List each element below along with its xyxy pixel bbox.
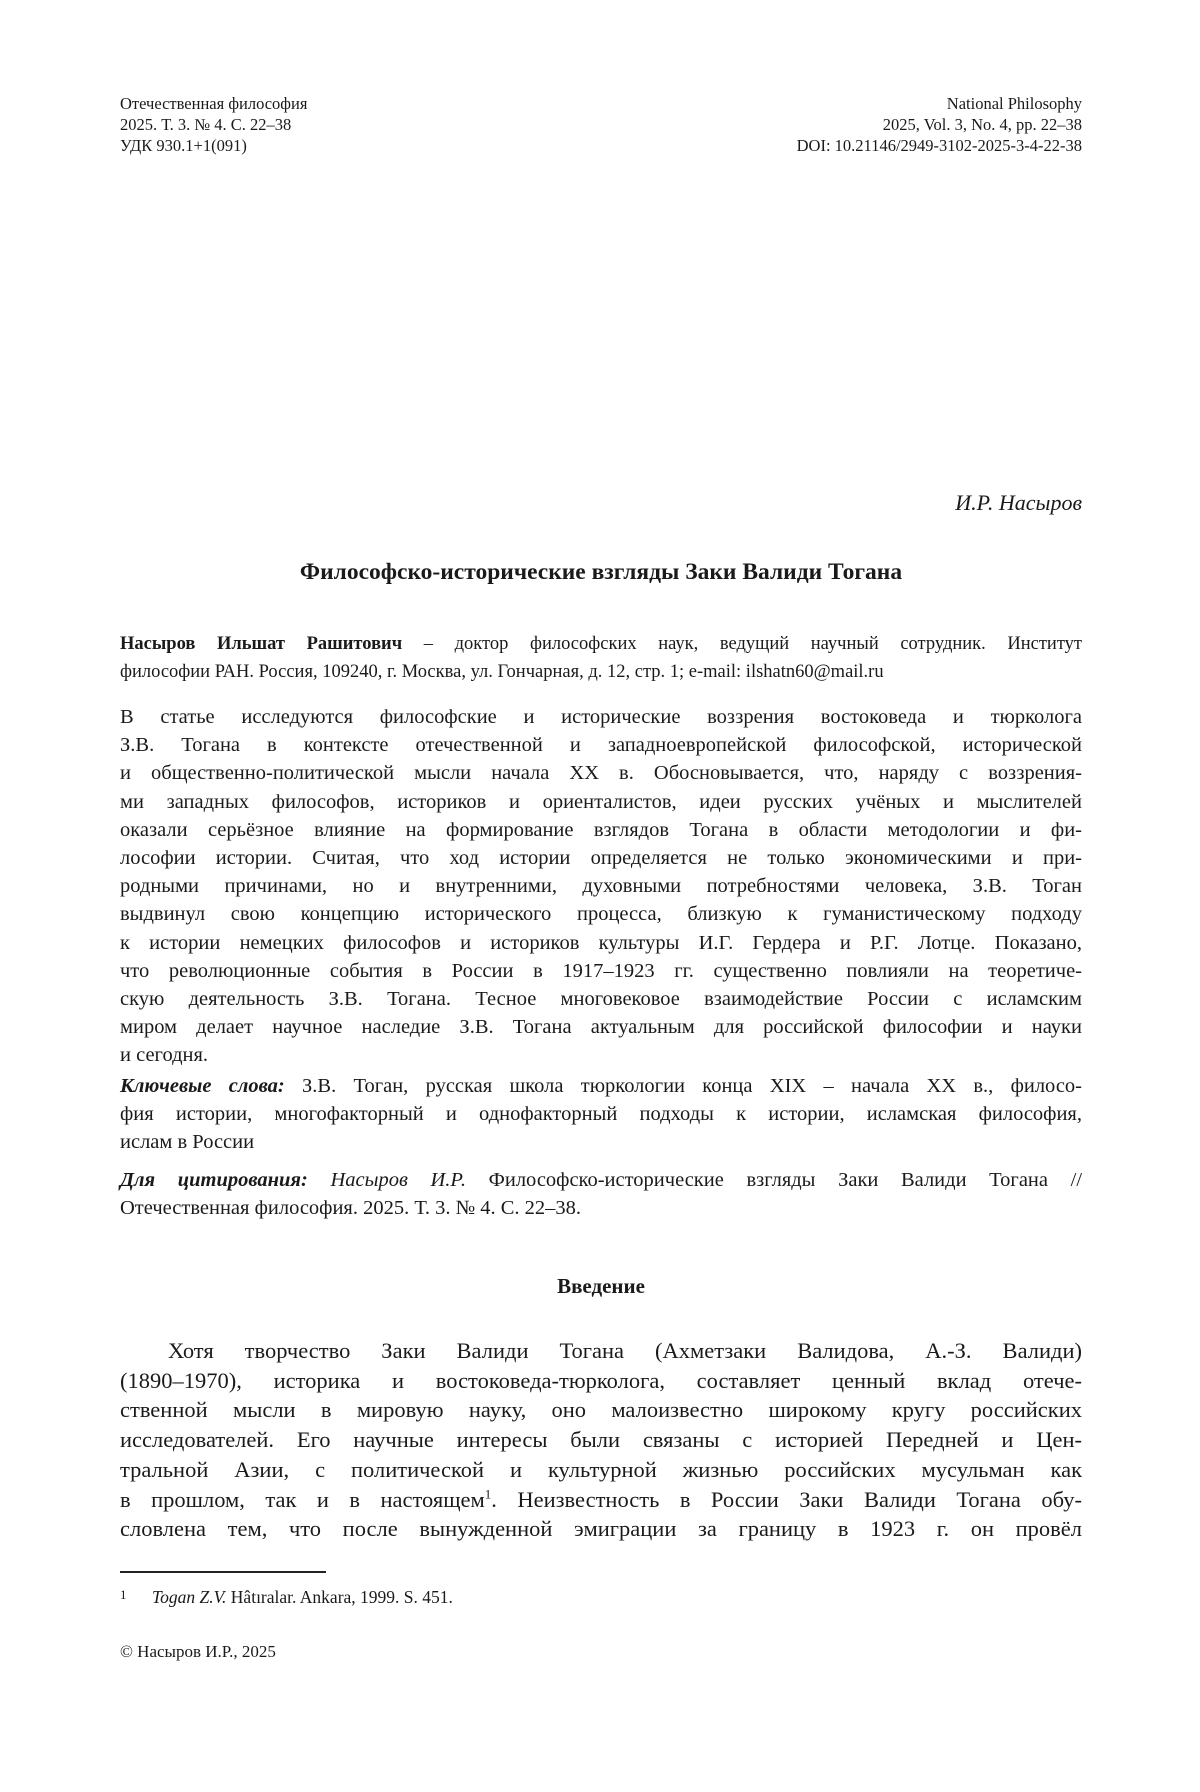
author-short: И.Р. Насыров	[955, 490, 1082, 515]
abstract-line: ми западных философов, историков и ориенталистов, идеи русских учёных и мыслителей	[120, 790, 1082, 813]
article-title: Философско-исторические взгляды Заки Валиди Тогана	[299, 559, 903, 585]
footnote	[120, 1587, 453, 1608]
author-info-line: философии РАН. Россия, 109240, г. Москва, ул. Гончарная, д. 12, стр. 1; e-mail: ilshatn60@mail.ru	[120, 662, 884, 682]
keywords-text: З.В. Тоган, русская школа тюркологии конца XIX – начала XX в., филосо-	[284, 1075, 1082, 1097]
journal-header-ru	[120, 93, 307, 156]
author-full-name: Насыров Ильшат Рашитович	[120, 634, 403, 654]
abstract-line: З.В. Тогана в контексте отечественной и западноевропейской философской, исторической	[120, 734, 1082, 757]
abstract-line: лософии истории. Считая, что ход истории определяется не только экономическими и при-	[120, 847, 1082, 870]
abstract	[120, 703, 1082, 1070]
abstract-line: В статье исследуются философские и исторические воззрения востоковеда и тюрколога	[120, 706, 1082, 728]
section-heading: Введение	[557, 1274, 645, 1298]
abstract-line: выдвинул свою концепцию исторического процесса, близкую к гуманистическому подходу	[120, 903, 1082, 926]
abstract-line: скую деятельность З.В. Тогана. Тесное многовековое взаимодействие России с исламским	[120, 988, 1082, 1011]
citation-label: Для цитирования:	[120, 1169, 308, 1191]
issue-info-ru: 2025. Т. 3. № 4. С. 22–38	[120, 115, 292, 134]
intro-text: . Неизвестность в России Заки Валиди Тогана обу-	[491, 1486, 1082, 1512]
intro-line: (1890–1970), историка и востоковеда-тюрколога, составляет ценный вклад отече-	[120, 1367, 1082, 1393]
intro-line: словлена тем, что после вынужденной эмиграции за границу в 1923 г. он провёл	[120, 1516, 1082, 1542]
citation-line: Отечественная философия. 2025. Т. 3. № 4. С. 22–38.	[120, 1197, 582, 1220]
abstract-line: и общественно-политической мысли начала XX в. Обосновывается, что, наряду с воззрения-	[120, 762, 1082, 785]
footnote-divider	[120, 1571, 326, 1573]
citation-text: Философско-исторические взгляды Заки Валиди Тогана //	[466, 1169, 1083, 1191]
abstract-line: родными причинами, но и внутренними, духовными потребностями человека, З.В. Тоган	[120, 875, 1082, 898]
footnote-ref[interactable]: 1	[484, 1486, 492, 1502]
abstract-line: что революционные события в России в 1917–1923 гг. существенно повлияли на теоретиче-	[120, 959, 1082, 982]
copyright: © Насыров И.Р., 2025	[120, 1642, 276, 1661]
intro-line: ственной мысли в мировую науку, оно малоизвестно широкому кругу российских	[120, 1397, 1082, 1423]
author-info-text: – доктор философских наук, ведущий научный сотрудник. Институт	[402, 634, 1083, 654]
keywords	[120, 1072, 1082, 1157]
keywords-line: ислам в России	[120, 1131, 255, 1154]
footnote-author: Togan Z.V.	[152, 1587, 227, 1607]
journal-name-en: National Philosophy	[946, 94, 1082, 113]
keywords-label: Ключевые слова:	[120, 1075, 285, 1097]
journal-header-en	[797, 93, 1082, 156]
intro-text: в прошлом, так и в настоящем	[120, 1486, 485, 1512]
intro-paragraph	[120, 1336, 1082, 1544]
abstract-line: миром делает научное наследие З.В. Тогана актуальным для российской философии и науки	[120, 1016, 1082, 1039]
issue-info-en: 2025, Vol. 3, No. 4, pp. 22–38	[882, 115, 1082, 134]
footnote-text: Hâtıralar. Ankara, 1999. S. 451.	[226, 1587, 453, 1607]
udc-code: УДК 930.1+1(091)	[120, 136, 247, 155]
footnote-number: 1	[120, 1587, 127, 1602]
intro-line: тральной Азии, с политической и культурной жизнью российских мусульман как	[120, 1456, 1082, 1482]
intro-line: исследователей. Его научные интересы были связаны с историей Передней и Цен-	[120, 1427, 1082, 1453]
abstract-line: и сегодня.	[120, 1044, 209, 1067]
intro-line: Хотя творчество Заки Валиди Тогана (Ахметзаки Валидова, А.-З. Валиди)	[168, 1338, 1082, 1363]
abstract-line: оказали серьёзное влияние на формирование взглядов Тогана в области методологии и фи-	[120, 818, 1082, 841]
keywords-line: фия истории, многофакторный и однофакторный подходы к истории, исламская философия,	[120, 1103, 1082, 1126]
doi: DOI: 10.21146/2949-3102-2025-3-4-22-38	[796, 136, 1082, 155]
author-info	[120, 630, 1082, 686]
citation	[120, 1166, 1082, 1222]
citation-author: Насыров И.Р.	[307, 1169, 467, 1191]
journal-name-ru: Отечественная философия	[120, 94, 308, 113]
abstract-line: к истории немецких философов и историков культуры И.Г. Гердера и Р.Г. Лотце. Показано,	[120, 931, 1082, 954]
